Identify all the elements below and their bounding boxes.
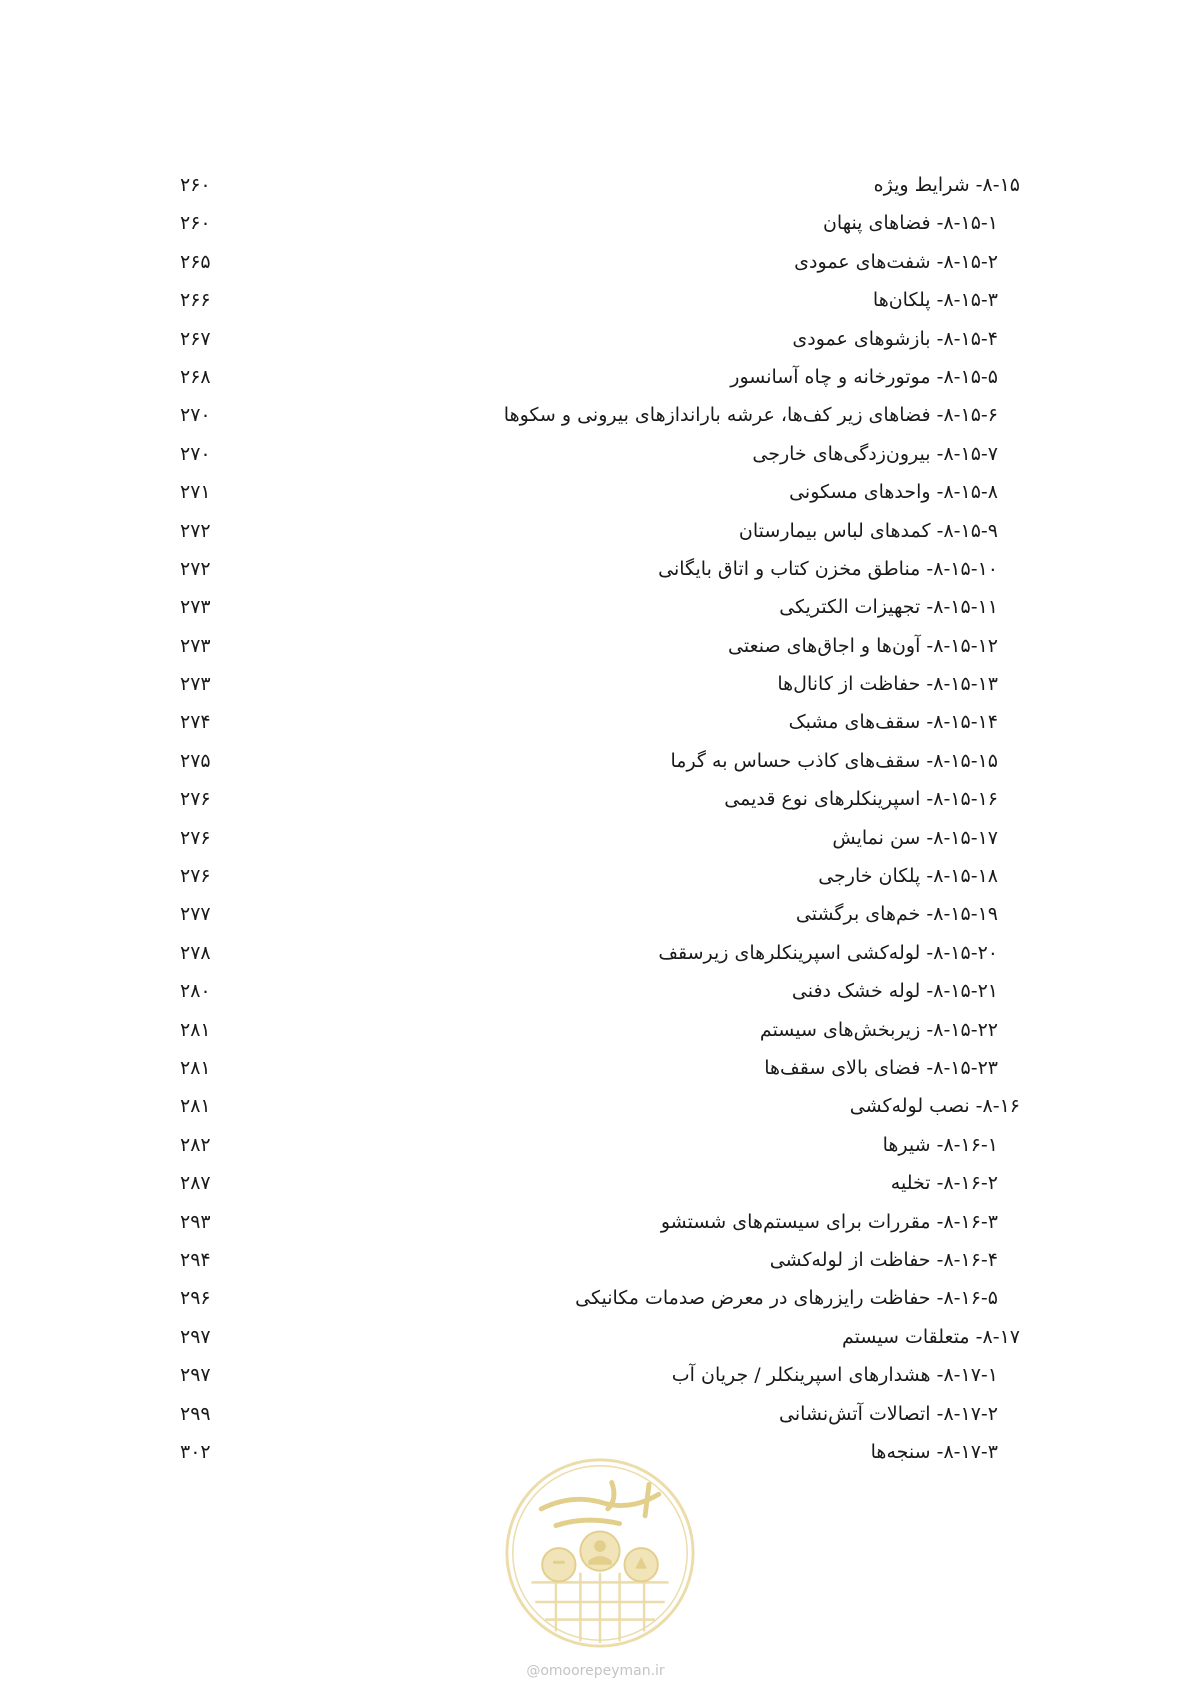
toc-entry-title: ۸-۱۷- متعلقات سیستم	[841, 1325, 1020, 1348]
toc-entry[interactable]	[180, 1245, 1020, 1283]
toc-entry[interactable]	[180, 1283, 1020, 1321]
toc-entry[interactable]	[180, 170, 1020, 208]
toc-entry-title: ۸-۱۵-۱۷- سن نمایش	[832, 826, 998, 849]
toc-entry-page-number: ۲۷۳	[180, 596, 211, 619]
toc-entry-page-number: ۲۹۳	[180, 1210, 211, 1233]
toc-entry-title: ۸-۱۵-۱۶- اسپرینکلرهای نوع قدیمی	[724, 788, 998, 811]
toc-entry-title: ۸-۱۶-۲- تخلیه	[890, 1172, 998, 1195]
toc-entry[interactable]	[180, 823, 1020, 861]
toc-entry-title: ۸-۱۵-۲۲- زیربخش‌های سیستم	[759, 1018, 998, 1041]
toc-entry[interactable]	[180, 1207, 1020, 1245]
toc-entry[interactable]	[180, 1168, 1020, 1206]
toc-entry-page-number: ۲۷۰	[180, 442, 211, 465]
toc-entry[interactable]	[180, 439, 1020, 477]
toc-entry-title: ۸-۱۷-۳- سنجه‌ها	[870, 1440, 998, 1463]
toc-entry-page-number: ۲۷۱	[180, 481, 211, 504]
toc-entry-page-number: ۲۷۲	[180, 519, 211, 542]
toc-entry-title: ۸-۱۵-۳- پلکان‌ها	[872, 289, 998, 312]
toc-entry-title: ۸-۱۶-۳- مقررات برای سیستم‌های شستشو	[660, 1210, 998, 1233]
toc-entry-title: ۸-۱۵-۴- بازشوهای عمودی	[792, 327, 998, 350]
toc-entry-page-number: ۲۸۱	[180, 1056, 211, 1079]
toc-entry-title: ۸-۱۵-۲۰- لوله‌کشی اسپرینکلرهای زیرسقف	[658, 941, 998, 964]
toc-entry[interactable]	[180, 1015, 1020, 1053]
toc-entry-page-number: ۲۷۳	[180, 634, 211, 657]
toc-entry-title: ۸-۱۵-۲۳- فضای بالای سقف‌ها	[764, 1056, 998, 1079]
toc-entry[interactable]	[180, 861, 1020, 899]
toc-entry-page-number: ۲۷۴	[180, 711, 211, 734]
toc-entry[interactable]	[180, 1053, 1020, 1091]
toc-entry[interactable]	[180, 1399, 1020, 1437]
toc-entry[interactable]	[180, 976, 1020, 1014]
toc-entry-page-number: ۲۷۷	[180, 903, 211, 926]
toc-entry-title: ۸-۱۵-۲- شفت‌های عمودی	[794, 250, 998, 273]
toc-entry-page-number: ۲۹۶	[180, 1287, 211, 1310]
toc-entry[interactable]	[180, 400, 1020, 438]
toc-entry-title: ۸-۱۵-۱۰- مناطق مخزن کتاب و اتاق بایگانی	[658, 557, 998, 580]
toc-entry-title: ۸-۱۵-۱۳- حفاظت از کانال‌ها	[777, 673, 998, 696]
toc-entry[interactable]	[180, 285, 1020, 323]
toc-entry[interactable]	[180, 746, 1020, 784]
toc-entry-title: ۸-۱۵-۱۸- پلکان خارجی	[818, 865, 998, 888]
toc-entry[interactable]	[180, 784, 1020, 822]
toc-entry-title: ۸-۱۵-۸- واحدهای مسکونی	[789, 481, 998, 504]
toc-entry[interactable]	[180, 669, 1020, 707]
toc-entry-page-number: ۲۷۵	[180, 749, 211, 772]
toc-entry-page-number: ۲۷۸	[180, 941, 211, 964]
toc-entry[interactable]	[180, 516, 1020, 554]
toc-entry[interactable]	[180, 1360, 1020, 1398]
toc-entry-title: ۸-۱۶-۴- حفاظت از لوله‌کشی	[769, 1248, 998, 1271]
toc-entry-page-number: ۲۹۷	[180, 1364, 211, 1387]
toc-entry-title: ۸-۱۶-۱- شیرها	[882, 1133, 998, 1156]
toc-entry-page-number: ۲۶۶	[180, 289, 211, 312]
toc-entry-page-number: ۲۷۰	[180, 404, 211, 427]
toc-entry-page-number: ۲۷۶	[180, 826, 211, 849]
toc-entry-page-number: ۲۸۱	[180, 1018, 211, 1041]
toc-entry[interactable]	[180, 1322, 1020, 1360]
toc-entry-page-number: ۲۶۵	[180, 250, 211, 273]
toc-entry-page-number: ۲۸۷	[180, 1172, 211, 1195]
toc-entry-page-number: ۲۸۰	[180, 980, 211, 1003]
toc-entry[interactable]	[180, 324, 1020, 362]
toc-entry-page-number: ۲۶۷	[180, 327, 211, 350]
toc-entry-title: ۸-۱۵-۱۴- سقف‌های مشبک	[788, 711, 998, 734]
toc-entry[interactable]	[180, 554, 1020, 592]
toc-entry-page-number: ۲۸۲	[180, 1133, 211, 1156]
toc-entry-page-number: ۲۷۶	[180, 788, 211, 811]
toc-entry-page-number: ۲۶۰	[180, 174, 211, 196]
toc-entry[interactable]	[180, 247, 1020, 285]
table-of-contents	[180, 170, 1020, 1475]
toc-entry-title: ۸-۱۶- نصب لوله‌کشی	[849, 1095, 1020, 1118]
toc-entry-title: ۸-۱۵-۶- فضاهای زیر کف‌ها، عرشه باراندازهای بیرونی و سکوها	[503, 404, 998, 427]
toc-entry[interactable]	[180, 938, 1020, 976]
watermark-website: @omoorepeyman.ir	[526, 1663, 665, 1679]
toc-entry-title: ۸-۱۵-۱- فضاهای پنهان	[822, 212, 998, 235]
toc-entry-title: ۸-۱۷-۲- اتصالات آتش‌نشانی	[779, 1402, 998, 1425]
toc-entry-page-number: ۲۶۸	[180, 365, 211, 388]
toc-entry-page-number: ۲۷۳	[180, 673, 211, 696]
toc-entry[interactable]	[180, 899, 1020, 937]
toc-entry[interactable]	[180, 1091, 1020, 1129]
toc-entry-page-number: ۲۷۲	[180, 557, 211, 580]
toc-entry-title: ۸-۱۵-۷- بیرون‌زدگی‌های خارجی	[752, 442, 998, 465]
toc-entry-title: ۸-۱۵-۱۵- سقف‌های کاذب حساس به گرما	[670, 749, 998, 772]
toc-entry-page-number: ۲۹۷	[180, 1325, 211, 1348]
toc-entry[interactable]	[180, 707, 1020, 745]
toc-entry-title: ۸-۱۵-۵- موتورخانه و چاه آسانسور	[730, 365, 998, 388]
toc-entry-title: ۸-۱۷-۱- هشدارهای اسپرینکلر / جریان آب	[671, 1364, 998, 1387]
toc-entry-title: ۸-۱۵-۲۱- لوله خشک دفنی	[791, 980, 998, 1003]
toc-entry[interactable]	[180, 592, 1020, 630]
toc-entry-page-number: ۲۹۹	[180, 1402, 211, 1425]
toc-entry[interactable]	[180, 208, 1020, 246]
toc-entry-page-number: ۲۶۰	[180, 212, 211, 235]
toc-entry-page-number: ۲۹۴	[180, 1248, 211, 1271]
toc-entry-title: ۸-۱۵-۱۹- خم‌های برگشتی	[795, 903, 998, 926]
toc-entry-title: ۸-۱۵-۱۱- تجهیزات الکتریکی	[779, 596, 998, 619]
toc-entry-title: ۸-۱۵- شرایط ویژه	[873, 174, 1020, 196]
toc-entry-title: ۸-۱۶-۵- حفاظت رایزرهای در معرض صدمات مکانیکی	[575, 1287, 998, 1310]
toc-entry[interactable]	[180, 362, 1020, 400]
toc-entry-page-number: ۳۰۲	[180, 1440, 211, 1463]
toc-entry-title: ۸-۱۵-۱۲- آون‌ها و اجاق‌های صنعتی	[728, 634, 998, 657]
toc-entry[interactable]	[180, 1130, 1020, 1168]
toc-entry[interactable]	[180, 631, 1020, 669]
toc-entry-page-number: ۲۷۶	[180, 865, 211, 888]
toc-entry-page-number: ۲۸۱	[180, 1095, 211, 1118]
watermark-seal-logo	[502, 1455, 698, 1651]
toc-entry-title: ۸-۱۵-۹- کمدهای لباس بیمارستان	[738, 519, 998, 542]
toc-entry[interactable]	[180, 477, 1020, 515]
